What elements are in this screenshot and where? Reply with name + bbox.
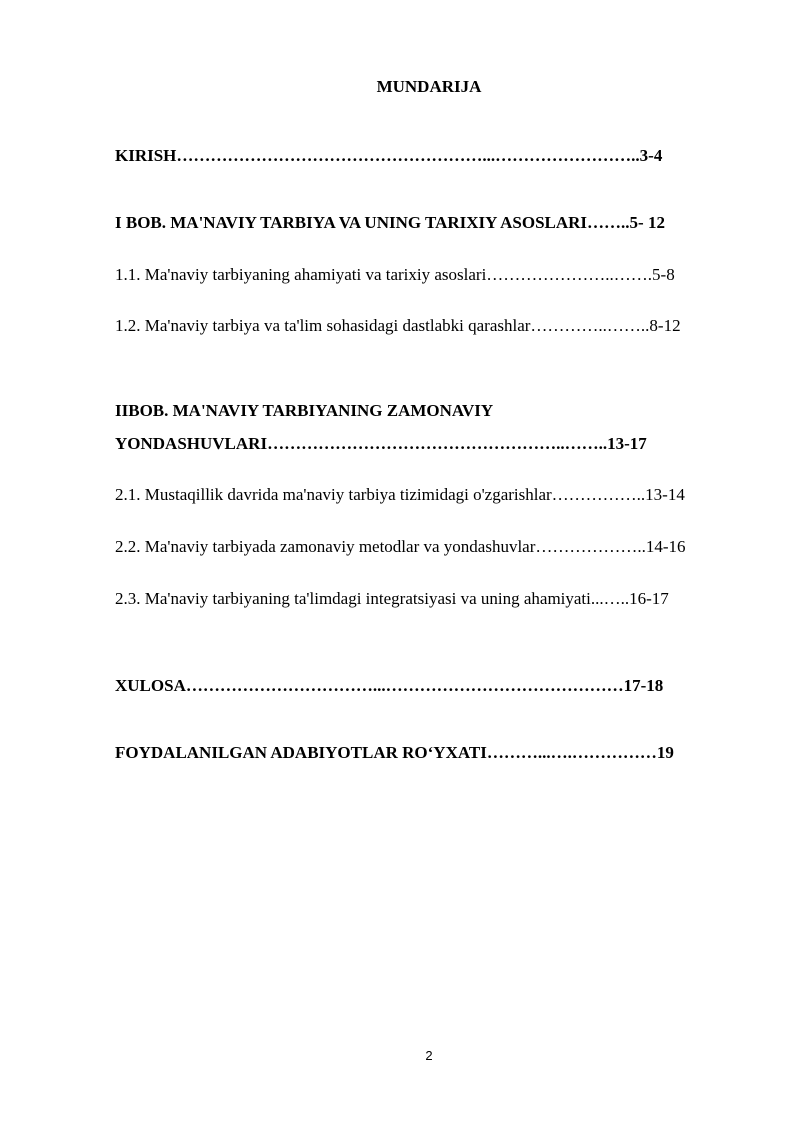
toc-entry-references: FOYDALANILGAN ADABIYOTLAR RO‘YXATI………...….……………19 bbox=[115, 743, 674, 762]
toc-entry-chapter-1: I BOB. MA'NAVIY TARBIYA VA UNING TARIXIY ASOSLARI……..5- 12 bbox=[115, 213, 665, 232]
toc-entry-2-2: 2.2. Ma'naviy tarbiyada zamonaviy metodlar va yondashuvlar………………..14-16 bbox=[115, 537, 686, 556]
toc-entry-2-1: 2.1. Mustaqillik davrida ma'naviy tarbiya tizimidagi o'zgarishlar……………..13-14 bbox=[115, 485, 685, 504]
toc-entry-1-1: 1.1. Ma'naviy tarbiyaning ahamiyati va tarixiy asoslari…………………..…….5-8 bbox=[115, 265, 675, 284]
toc-entry-2-3: 2.3. Ma'naviy tarbiyaning ta'limdagi integratsiyasi va uning ahamiyati...…..16-17 bbox=[115, 589, 669, 608]
toc-entry-chapter-2-line-2: YONDASHUVLARI……………………………………………..……..13-17 bbox=[115, 434, 647, 453]
page-number: 2 bbox=[425, 1048, 433, 1063]
toc-entry-chapter-2-line-1: IIBOB. MA'NAVIY TARBIYANING ZAMONAVIY bbox=[115, 401, 494, 420]
page-title: MUNDARIJA bbox=[376, 77, 482, 96]
toc-entry-xulosa: XULOSA……………………………...……………………………………17-18 bbox=[115, 676, 664, 695]
toc-entry-kirish: KIRISH………………………………………………...……………………..3-4 bbox=[115, 146, 663, 165]
toc-entry-1-2: 1.2. Ma'naviy tarbiya va ta'lim sohasidagi dastlabki qarashlar…………..……..8-12 bbox=[115, 316, 681, 335]
